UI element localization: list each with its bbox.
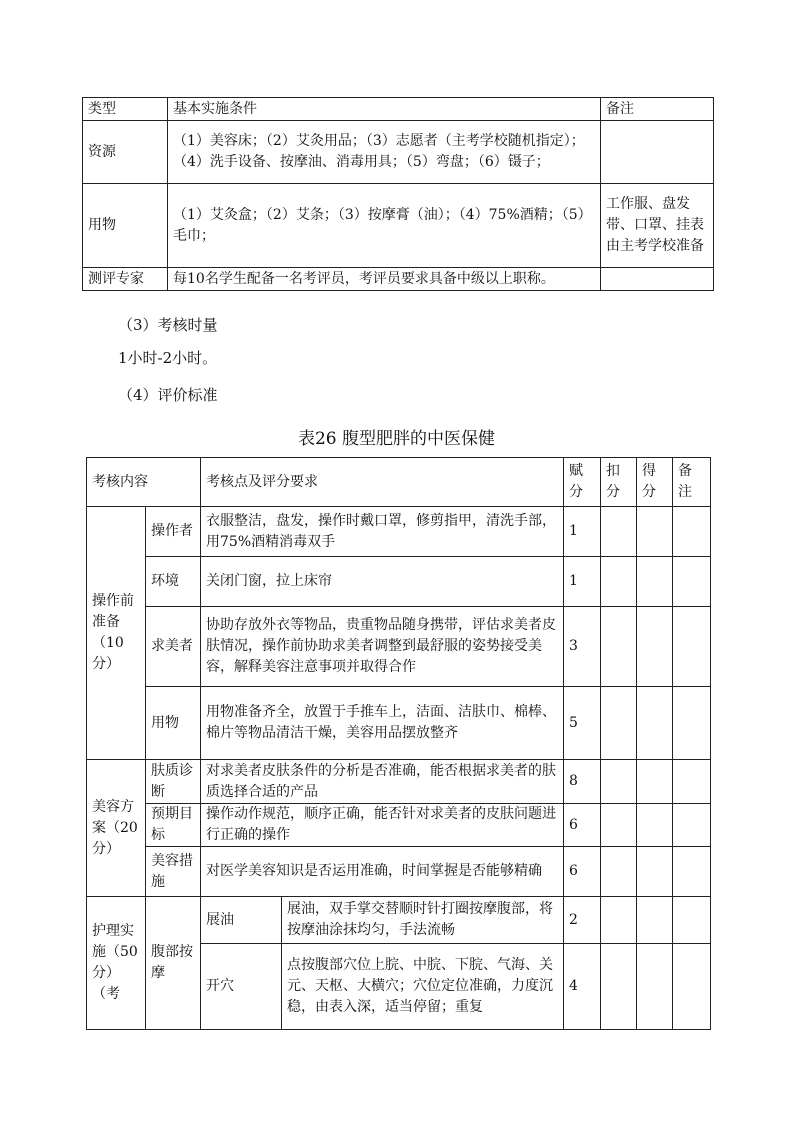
- item-req: 对求美者皮肤条件的分析是否准确，能否根据求美者的肤质选择合适的产品: [201, 760, 564, 804]
- row-content: 每10名学生配备一名考评员，考评员要求具备中级以上职称。: [168, 268, 601, 291]
- note-cell: [673, 507, 711, 557]
- header-score: 赋分: [564, 458, 601, 507]
- note-cell: [673, 804, 711, 847]
- item-req: 点按腹部穴位上脘、中脘、下脘、气海、关元、天枢、大横穴；穴位定位准确，力度沉稳，由表入深，适当停留；重复: [282, 944, 564, 1030]
- group-name: 操作前准备（10分）: [87, 507, 146, 760]
- deduct-cell: [601, 607, 637, 687]
- item-req: 协助存放外衣等物品，贵重物品随身携带，评估求美者皮肤情况，操作前协助求美者调整到最舒服的姿势接受美容，解释美容注意事项并取得合作: [201, 607, 564, 687]
- note-cell: [673, 760, 711, 804]
- row-note: [601, 268, 714, 291]
- row-content: （1）艾灸盒；（2）艾条；（3）按摩膏（油）；（4）75%酒精；（5）毛巾；: [168, 184, 601, 268]
- table-row: [87, 607, 711, 687]
- header-requirements: 考核点及评分要求: [201, 458, 564, 507]
- got-cell: [637, 897, 673, 944]
- header-note: 备注: [673, 458, 711, 507]
- item-score: 5: [564, 687, 601, 760]
- item-score: 8: [564, 760, 601, 804]
- got-cell: [637, 557, 673, 607]
- item-name: 美容措施: [146, 847, 201, 897]
- row-type: 测评专家: [83, 268, 168, 291]
- table-row: [87, 760, 711, 804]
- header-got: 得分: [637, 458, 673, 507]
- table-header-row: [83, 98, 714, 121]
- item-req: 用物准备齐全，放置于手推车上，洁面、洁肤巾、棉棒、棉片等物品清洁干燥，美容用品摆放整齐: [201, 687, 564, 760]
- table-row: [83, 268, 714, 291]
- item-name: 肤质诊断: [146, 760, 201, 804]
- note-cell: [673, 897, 711, 944]
- table-row: [83, 121, 714, 184]
- section-heading: （3）考核时量: [118, 316, 218, 334]
- note-cell: [673, 557, 711, 607]
- deduct-cell: [601, 847, 637, 897]
- got-cell: [637, 944, 673, 1030]
- item-name: 操作者: [146, 507, 201, 557]
- table-row: [83, 184, 714, 268]
- item-req: 展油，双手掌交替顺时针打圈按摩腹部，将按摩油涂抹均匀，手法流畅: [282, 897, 564, 944]
- table-row: [87, 687, 711, 760]
- table-row: [87, 804, 711, 847]
- header-deduct: 扣分: [601, 458, 637, 507]
- item-score: 3: [564, 607, 601, 687]
- item-req: 衣服整洁，盘发，操作时戴口罩，修剪指甲，清洗手部，用75%酒精消毒双手: [201, 507, 564, 557]
- item-name: 求美者: [146, 607, 201, 687]
- item-req: 关闭门窗，拉上床帘: [201, 557, 564, 607]
- item-req: 操作动作规范，顺序正确，能否针对求美者的皮肤问题进行正确的操作: [201, 804, 564, 847]
- item-name: 展油: [201, 897, 282, 944]
- group-name: 护理实施（50分）（考: [87, 897, 146, 1030]
- row-type: 资源: [83, 121, 168, 184]
- item-name: 用物: [146, 687, 201, 760]
- item-score: 6: [564, 847, 601, 897]
- item-score: 4: [564, 944, 601, 1030]
- score-table: [86, 457, 711, 1030]
- deduct-cell: [601, 507, 637, 557]
- table-header-row: [87, 458, 711, 507]
- header-conditions: 基本实施条件: [168, 98, 601, 121]
- table-row: [87, 847, 711, 897]
- note-cell: [673, 847, 711, 897]
- item-name: 预期目标: [146, 804, 201, 847]
- item-score: 1: [564, 557, 601, 607]
- got-cell: [637, 607, 673, 687]
- subgroup-name: 腹部按摩: [146, 897, 201, 1030]
- note-cell: [673, 944, 711, 1030]
- got-cell: [637, 507, 673, 557]
- section-heading: （4）评价标准: [118, 386, 218, 404]
- got-cell: [637, 760, 673, 804]
- item-score: 1: [564, 507, 601, 557]
- row-note: [601, 121, 714, 184]
- deduct-cell: [601, 804, 637, 847]
- item-req: 对医学美容知识是否运用准确，时间掌握是否能够精确: [201, 847, 564, 897]
- group-name: 美容方案（20分）: [87, 760, 146, 897]
- got-cell: [637, 687, 673, 760]
- deduct-cell: [601, 760, 637, 804]
- deduct-cell: [601, 687, 637, 760]
- deduct-cell: [601, 944, 637, 1030]
- row-note: 工作服、盘发带、口罩、挂表由主考学校准备: [601, 184, 714, 268]
- item-score: 6: [564, 804, 601, 847]
- table-row: [87, 557, 711, 607]
- table-row: [87, 897, 711, 944]
- row-content: （1）美容床；（2）艾灸用品；（3）志愿者（主考学校随机指定）；（4）洗手设备、按摩油、消毒用具；（5）弯盘；（6）镊子；: [168, 121, 601, 184]
- item-name: 开穴: [201, 944, 282, 1030]
- row-type: 用物: [83, 184, 168, 268]
- item-name: 环境: [146, 557, 201, 607]
- got-cell: [637, 804, 673, 847]
- conditions-table: [82, 97, 714, 291]
- header-note: 备注: [601, 98, 714, 121]
- table-caption: 表26 腹型肥胖的中医保健: [297, 429, 496, 449]
- item-score: 2: [564, 897, 601, 944]
- note-cell: [673, 687, 711, 760]
- header-content: 考核内容: [87, 458, 201, 507]
- table-row: [87, 507, 711, 557]
- deduct-cell: [601, 897, 637, 944]
- note-cell: [673, 607, 711, 687]
- deduct-cell: [601, 557, 637, 607]
- section-text: 1小时-2小时。: [118, 349, 218, 367]
- got-cell: [637, 847, 673, 897]
- header-type: 类型: [83, 98, 168, 121]
